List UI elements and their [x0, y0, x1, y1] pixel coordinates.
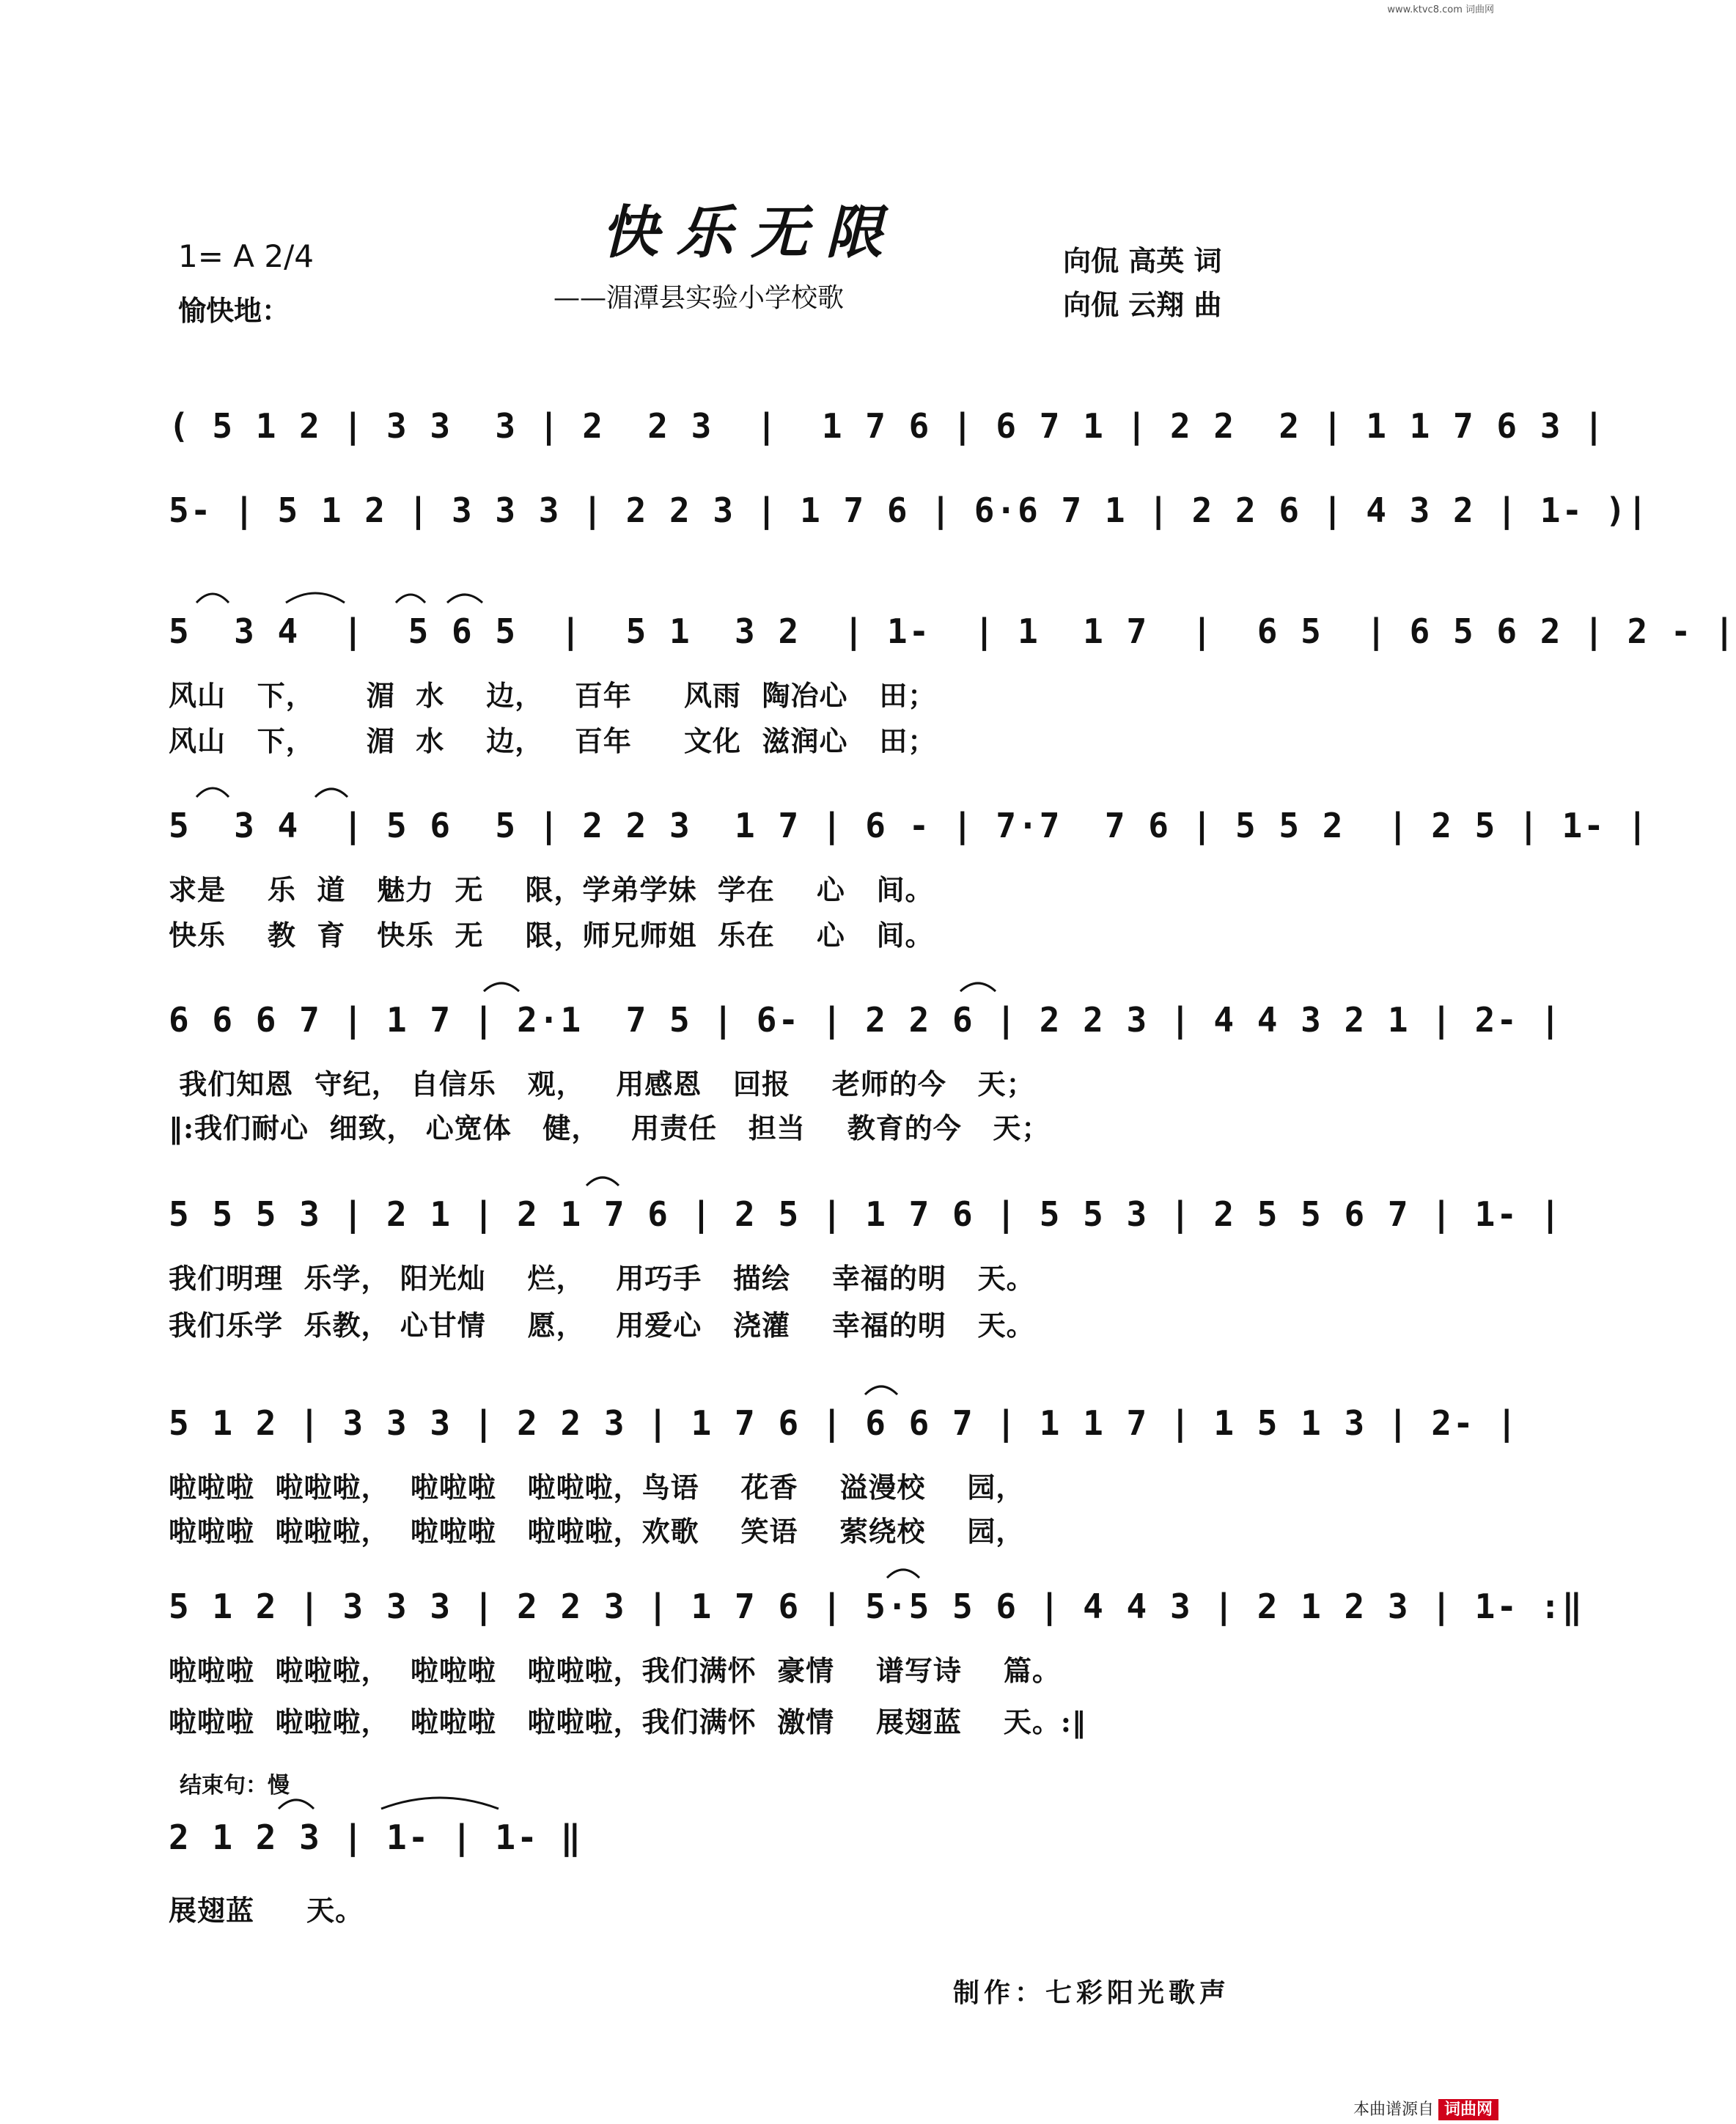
slur-mark: [381, 1798, 499, 1809]
slur-mark: [196, 788, 229, 797]
slur-mark: [887, 1570, 919, 1578]
slur-mark: [196, 594, 229, 603]
song-subtitle: ——湄潭县实验小学校歌: [553, 283, 845, 313]
lyricist-credit: 向侃 高英 词: [1063, 244, 1222, 277]
lyric-verse-2: 快乐 教 育 快乐 无 限，师兄师姐 乐在 心 间。: [169, 919, 934, 952]
notation-text: 5 3 4 | 5 6 5 | 5 1 3 2 | 1- | 1 1 7 | 6 5 | 6 5 6 2 | 2 - |: [169, 611, 1736, 651]
watermark: www.ktvc8.com 词曲网: [1387, 4, 1494, 15]
slur-mark: [484, 983, 519, 991]
lyric-verse-2: ‖:我们耐心 细致， 心宽体 健， 用责任 担当 教育的今 天；: [169, 1111, 1051, 1144]
notation-text: 5 1 2 | 3 3 3 | 2 2 3 | 1 7 6 | 5·5 5 6 | 4 4 3 | 2 1 2 3 | 1- :‖: [169, 1587, 1584, 1626]
slur-mark: [865, 1386, 897, 1394]
composer-credit: 向侃 云翔 曲: [1063, 288, 1222, 321]
notation-text: 5 3 4 | 5 6 5 | 2 2 3 1 7 | 6 - | 7·7 7 6 | 5 5 2 | 2 5 | 1- |: [169, 806, 1649, 845]
notation-text: 5 1 2 | 3 3 3 | 2 2 3 | 1 7 6 | 6 6 7 | 1 1 7 | 1 5 1 3 | 2- |: [169, 1403, 1519, 1443]
tempo-mark: 愉快地：: [178, 295, 290, 327]
lyric-verse-1: 啦啦啦 啦啦啦， 啦啦啦 啦啦啦，鸟语 花香 溢漫校 园，: [169, 1471, 1025, 1504]
slur-mark: [279, 1800, 314, 1809]
source-label: 本曲谱源自: [1353, 2101, 1434, 2119]
source-brand: 词曲网: [1438, 2099, 1498, 2120]
source-credit: [1353, 2097, 1498, 2120]
lyric-verse-1: 求是 乐 道 魅力 无 限，学弟学妹 学在 心 间。: [169, 873, 934, 906]
notation-text: ( 5 1 2 | 3 3 3 | 2 2 3 | 1 7 6 | 6 7 1 | 2 2 2 | 1 1 7 6 3 |: [169, 406, 1606, 446]
lyric-verse-2: 啦啦啦 啦啦啦， 啦啦啦 啦啦啦，欢歌 笑语 萦绕校 园，: [169, 1515, 1025, 1548]
slur-mark: [960, 983, 996, 991]
lyric-verse-1: 我们知恩 守纪， 自信乐 观， 用感恩 回报 老师的今 天；: [169, 1067, 1035, 1100]
notation-text: 5 5 5 3 | 2 1 | 2 1 7 6 | 2 5 | 1 7 6 | 5 5 3 | 2 5 5 6 7 | 1- |: [169, 1194, 1562, 1234]
lyric-verse-2: 风山 下， 湄 水 边， 百年 文化 滋润心 田；: [169, 724, 937, 757]
ending-lyric: 展翅蓝 天。: [169, 1894, 364, 1927]
lyric-verse-2: 啦啦啦 啦啦啦， 啦啦啦 啦啦啦，我们满怀 激情 展翅蓝 天。:‖: [169, 1705, 1086, 1738]
lyric-verse-1: 风山 下， 湄 水 边， 百年 风雨 陶冶心 田；: [169, 679, 937, 712]
slur-mark: [396, 595, 425, 603]
notation-text: 2 1 2 3 | 1- | 1- ‖: [169, 1818, 583, 1857]
maker-credit: 制作：七彩阳光歌声: [953, 1977, 1231, 2008]
ending-label: 结束句：慢: [180, 1773, 290, 1798]
notation-text: 5- | 5 1 2 | 3 3 3 | 2 2 3 | 1 7 6 | 6·6 7 1 | 2 2 6 | 4 3 2 | 1- )|: [169, 490, 1649, 530]
lyric-verse-2: 我们乐学 乐教， 心甘情 愿， 用爱心 浇灌 幸福的明 天。: [169, 1309, 1035, 1342]
slur-mark: [447, 595, 482, 603]
lyric-verse-1: 啦啦啦 啦啦啦， 啦啦啦 啦啦啦，我们满怀 豪情 谱写诗 篇。: [169, 1654, 1061, 1687]
song-title: 快乐无限: [600, 199, 900, 266]
slur-mark: [315, 789, 347, 797]
slur-mark: [286, 593, 345, 603]
slur-mark: [586, 1177, 619, 1186]
lyric-verse-1: 我们明理 乐学， 阳光灿 烂， 用巧手 描绘 幸福的明 天。: [169, 1262, 1035, 1295]
key-signature: 1= A 2/4: [178, 238, 314, 274]
notation-text: 6 6 6 7 | 1 7 | 2·1 7 5 | 6- | 2 2 6 | 2 2 3 | 4 4 3 2 1 | 2- |: [169, 1000, 1562, 1040]
